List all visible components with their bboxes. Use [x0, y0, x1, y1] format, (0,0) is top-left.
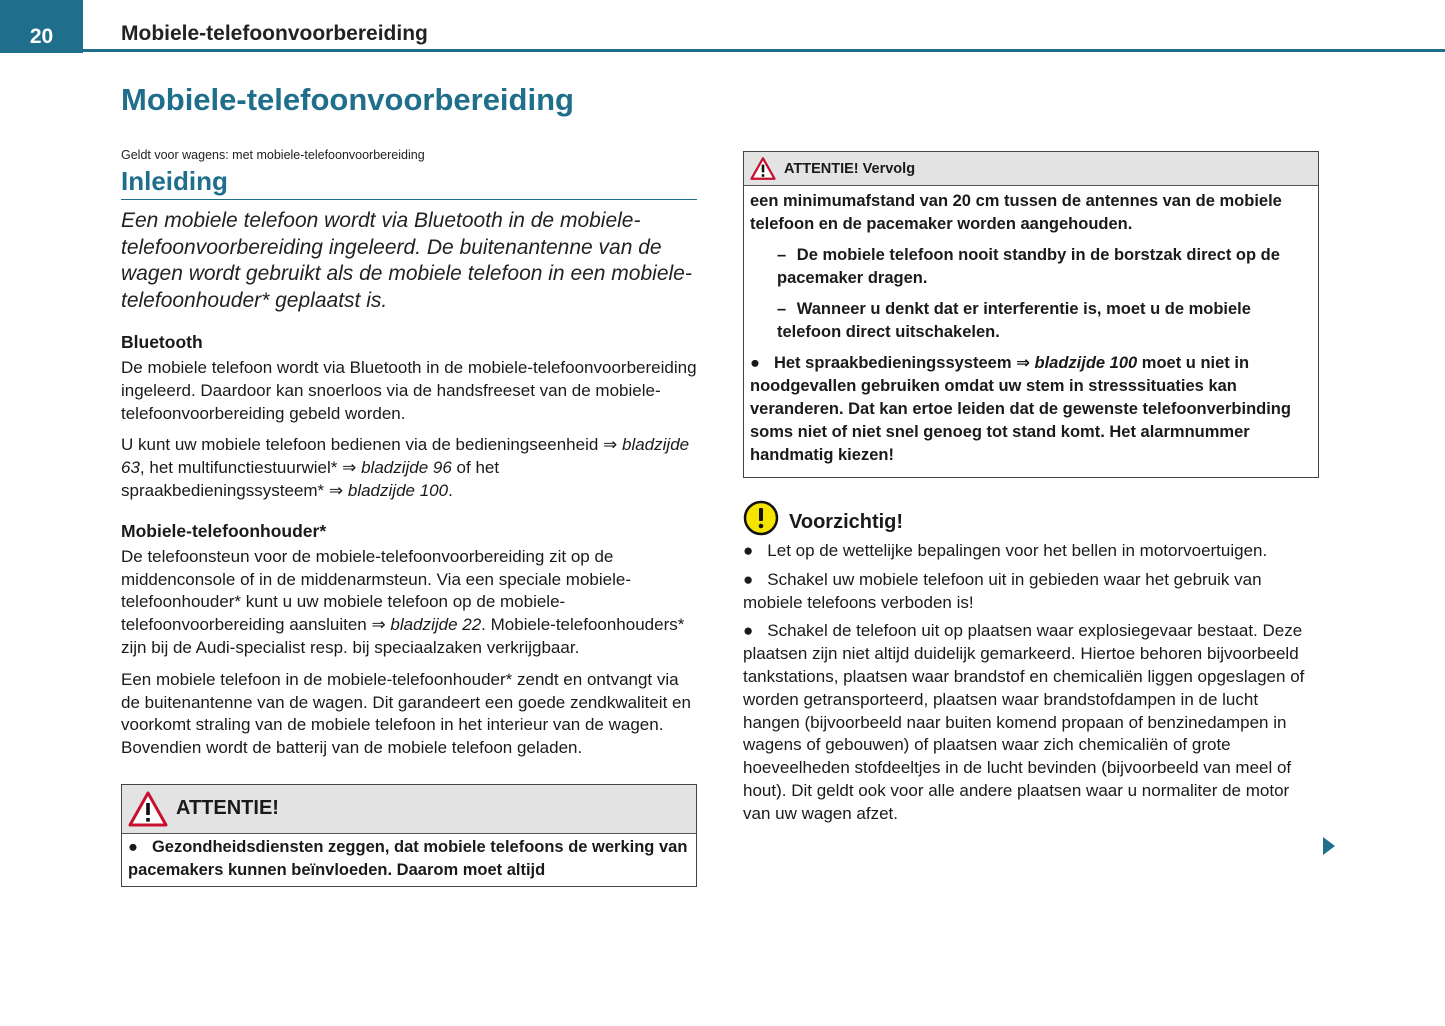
dash-text: Wanneer u denkt dat er interferentie is, moet u de mobiele telefoon direct uitschakelen.: [777, 300, 1251, 341]
page-reference-link[interactable]: ⇒ bladzijde 100: [328, 480, 449, 500]
warning-triangle-icon: [750, 157, 776, 180]
warning-continued-header: [744, 152, 1318, 186]
text: Het spraakbedieningssysteem: [773, 354, 1017, 372]
dash-mark: –: [777, 300, 787, 318]
text: U kunt uw mobiele telefoon bedienen via de bedieningseenheid: [121, 435, 604, 455]
bluetooth-paragraph-1: De mobiele telefoon wordt via Bluetooth in de mobiele-telefoonvoorbereiding ingeleerd. Daardoor kan snoerloos via de handsfreeset van de mobiele-telefoonvoorbereiding gebeld worden.: [121, 358, 697, 423]
text: De telefoonsteun voor de mobiele-telefoonvoorbereiding zit op de middenconsole of in de middenarmsteun. Via een speciale mobiele-telefoonhouder* kunt u uw mobiele telefoon op de mobiele-telefoonvoorbereiding aansluiten: [121, 546, 631, 635]
next-page-arrow-icon[interactable]: [1323, 837, 1335, 855]
left-column: [121, 148, 697, 887]
warning-continued-title: ATTENTIE! Vervolg: [784, 160, 916, 177]
warning-text: Gezondheidsdiensten zeggen, dat mobiele telefoons de werking van pacemakers kunnen beïnvloeden. Daarom moet altijd: [128, 837, 688, 879]
dash-mark: –: [777, 246, 787, 264]
caution-text: Schakel uw mobiele telefoon uit in gebieden waar het gebruik van mobiele telefoons verboden is!: [743, 569, 1262, 612]
warning-triangle-icon: [128, 791, 168, 827]
caution-exclamation-icon: [743, 500, 779, 536]
text: . Mobiele-telefoonhouders* zijn bij de Audi-specialist resp. bij speciaalzaken verkrijgbaar.: [121, 615, 685, 657]
holder-paragraph-2: Een mobiele telefoon in de mobiele-telefoonhouder* zendt en ontvangt via de buitenantenne van de wagen. Dit garandeert een goede zendkwaliteit en voorkomt straling van de mobiele telefoon in het interieur van de wagen. Bovendien wordt de batterij van de mobiele telefoon geladen.: [121, 669, 691, 758]
text: , het multifunctiestuurwiel*: [139, 458, 343, 478]
caution-header: [743, 500, 1319, 536]
warning-continued-box: [743, 151, 1319, 478]
page-reference-link[interactable]: ⇒ bladzijde 100: [1016, 354, 1138, 372]
text: of het spraakbedieningssysteem*: [121, 458, 500, 500]
text: .: [448, 480, 453, 500]
dash-text: De mobiele telefoon nooit standby in de borstzak direct op de pacemaker dragen.: [777, 246, 1280, 287]
caution-item: [743, 569, 1319, 615]
bullet-icon: ●: [743, 621, 754, 641]
bullet-icon: ●: [750, 354, 760, 372]
page-title: Mobiele-telefoonvoorbereiding: [121, 82, 574, 117]
bullet-icon: ●: [128, 837, 138, 856]
bullet-paragraph: [750, 352, 1312, 467]
page-reference-link[interactable]: ⇒ bladzijde 63: [121, 435, 690, 478]
warning-box: [121, 784, 697, 887]
holder-heading: Mobiele-telefoonhouder*: [121, 520, 327, 541]
caution-section: [743, 500, 1319, 826]
bullet-icon: ●: [743, 541, 754, 560]
warning-continued-body: [744, 186, 1318, 477]
right-column: [743, 151, 1319, 832]
caution-item: [743, 540, 1319, 563]
bluetooth-heading: Bluetooth: [121, 332, 203, 352]
dash-item: [777, 298, 1312, 344]
caution-text: Let op de wettelijke bepalingen voor het bellen in motorvoertuigen.: [767, 541, 1268, 560]
bullet-icon: ●: [743, 569, 754, 589]
warning-title: ATTENTIE!: [176, 797, 279, 820]
continued-paragraph: een minimumafstand van 20 cm tussen de antennes van de mobiele telefoon en de pacemaker worden aangehouden.: [750, 192, 1282, 233]
bluetooth-paragraph-2: [121, 434, 697, 502]
warning-body: [122, 834, 696, 886]
page-reference-link[interactable]: ⇒ bladzijde 96: [342, 458, 452, 478]
holder-paragraph-1: [121, 546, 697, 660]
intro-text: Een mobiele telefoon wordt via Bluetooth in de mobiele-telefoonvoorbereiding ingeleerd. De buitenantenne van de wagen wordt gebruikt als de mobiele telefoon in een mobiele-telefoonhouder* geplaatst is.: [121, 209, 692, 312]
caution-title: Voorzichtig!: [789, 510, 904, 533]
page-number: 20: [0, 0, 83, 53]
caution-item: [743, 620, 1319, 825]
page-reference-link[interactable]: ⇒ bladzijde 22: [371, 615, 482, 635]
caution-text: Schakel de telefoon uit op plaatsen waar explosiegevaar bestaat. Deze plaatsen zijn niet altijd duidelijk gemarkeerd. Hiertoe behoren bijvoorbeeld tankstations, plaatsen waar brandstof en chemicaliën liggen opgeslagen of worden getransporteerd, plaatsen waar brandstofdampen in de lucht hangen (bijvoorbeeld naar buiten komend propaan of benzinedampen in wagens of gebouwen) of plaatsen waar zich chemicaliën of grote hoeveelheden stofdeeltjes in de lucht bevinden (bijvoorbeeld van meel of hout). Dit geldt ook voor alle andere plaatsen waar u normaliter de motor van uw wagen afzet.: [743, 621, 1305, 823]
dash-item: [777, 244, 1312, 290]
section-title: Inleiding: [121, 166, 697, 200]
running-title: Mobiele-telefoonvoorbereiding: [121, 22, 428, 45]
applies-to: Geldt voor wagens: met mobiele-telefoonvoorbereiding: [121, 148, 425, 162]
warning-header: [122, 785, 696, 834]
text: moet u niet in noodgevallen gebruiken omdat uw stem in stresssituaties kan veranderen. Dat kan ertoe leiden dat de gewenste telefoonverbinding soms niet of niet snel genoeg tot stand komt. Het alarmnummer handmatig kiezen!: [750, 354, 1291, 464]
header-rule: [83, 49, 1445, 52]
